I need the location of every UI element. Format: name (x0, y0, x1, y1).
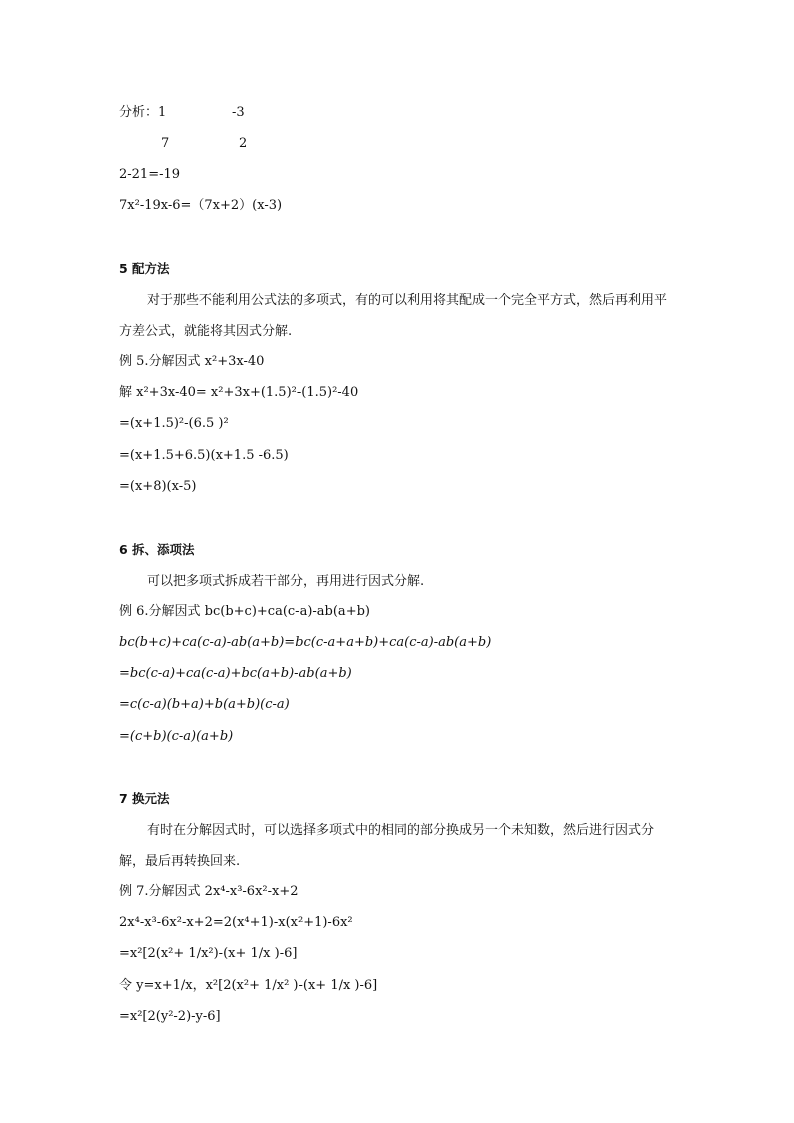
analysis-r2c2: 2 (239, 136, 248, 151)
section6-step-1: bc(b+c)+ca(c-a)-ab(a+b)=bc(c-a+a+b)+ca(c-a)-ab(a+b) (119, 635, 492, 650)
section6-step-2: =bc(c-a)+ca(c-a)+bc(a+b)-ab(a+b) (119, 666, 352, 681)
analysis-r1c2: -3 (232, 105, 245, 120)
section5-step-2: =(x+1.5)²-(6.5 )² (119, 416, 229, 431)
analysis-row-1 (119, 104, 166, 122)
section6-step-3: =c(c-a)(b+a)+b(a+b)(c-a) (119, 697, 290, 712)
section7-example: 例 7.分解因式 2x⁴-x³-6x²-x+2 (119, 884, 299, 899)
section6-step-4: =(c+b)(c-a)(a+b) (119, 729, 234, 744)
analysis-r1c1: 1 (158, 105, 167, 120)
analysis-label: 分析： (119, 105, 159, 120)
analysis-line-3: 2-21=-19 (119, 167, 181, 182)
section5-step-4: =(x+8)(x-5) (119, 479, 197, 494)
analysis-line-4: 7x²-19x-6=（7x+2）(x-3) (119, 198, 283, 213)
section6-example: 例 6.分解因式 bc(b+c)+ca(c-a)-ab(a+b) (119, 604, 370, 619)
analysis-r2c1: 7 (161, 136, 170, 151)
section7-step-1: 2x⁴-x³-6x²-x+2=2(x⁴+1)-x(x²+1)-6x² (119, 915, 353, 930)
section5-step-1: 解 x²+3x-40= x²+3x+(1.5)²-(1.5)²-40 (119, 385, 359, 400)
section6-heading: 6 拆、添项法 (119, 542, 195, 557)
section5-paragraph: 对于那些不能利用公式法的多项式，有的可以利用将其配成一个完全平方式，然后再利用平方差公式，就能将其因式分解. (119, 293, 668, 339)
section5-heading: 5 配方法 (119, 261, 170, 276)
section7-step-2: =x²[2(x²+ 1/x²)-(x+ 1/x )-6] (119, 946, 298, 961)
section7-heading: 7 换元法 (119, 791, 170, 806)
section7-step-3: 令 y=x+1/x，x²[2(x²+ 1/x² )-(x+ 1/x )-6] (119, 978, 378, 993)
section5-example: 例 5.分解因式 x²+3x-40 (119, 354, 265, 369)
section5-step-3: =(x+1.5+6.5)(x+1.5 -6.5) (119, 448, 289, 463)
section6-paragraph: 可以把多项式拆成若干部分，再用进行因式分解. (147, 574, 425, 589)
section7-step-4: =x²[2(y²-2)-y-6] (119, 1009, 221, 1024)
section7-paragraph: 有时在分解因式时，可以选择多项式中的相同的部分换成另一个未知数，然后进行因式分解，最后再转换回来. (119, 823, 655, 869)
